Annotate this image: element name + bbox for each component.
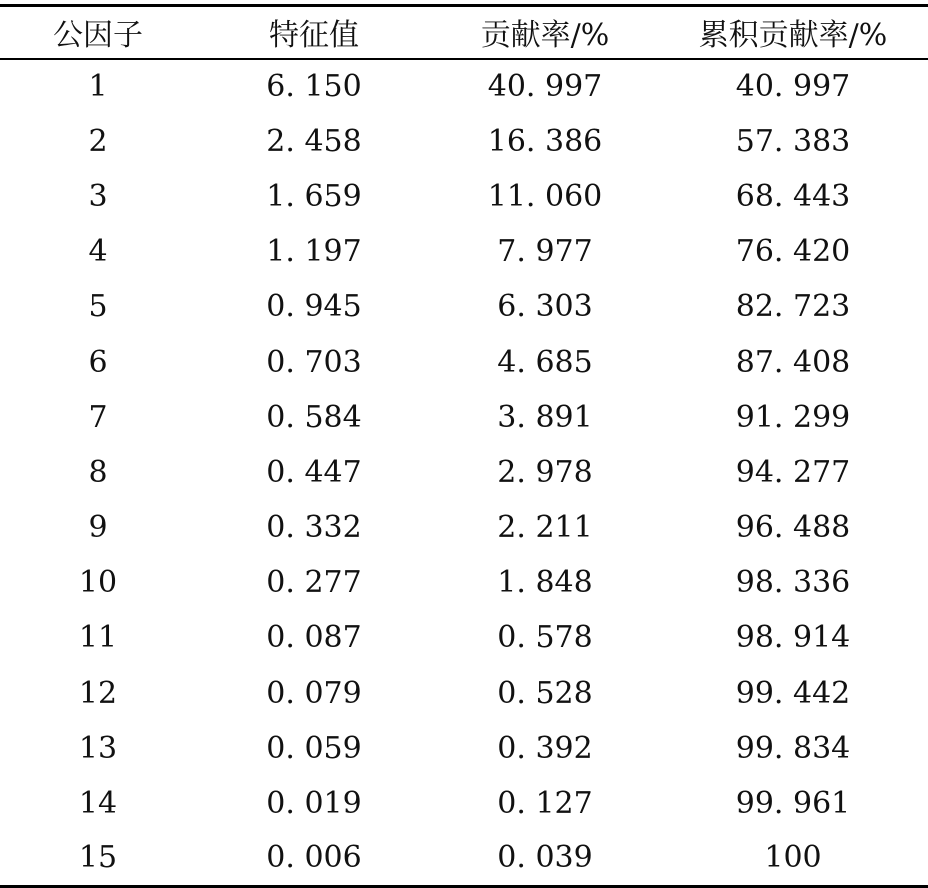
cell-factor: 15 xyxy=(0,831,196,886)
cell-contribution-rate: 3. 891 xyxy=(497,399,593,435)
table-row xyxy=(0,334,928,389)
table-row xyxy=(0,224,928,279)
cell-contribution-rate: 0. 039 xyxy=(432,831,658,886)
cell-cumulative-rate: 68. 443 xyxy=(735,178,851,214)
cell-factor: 8 xyxy=(88,454,108,490)
cell-eigenvalue: 0. 332 xyxy=(266,510,362,546)
table-header xyxy=(0,6,928,59)
cell-eigenvalue: 0. 019 xyxy=(266,786,362,822)
cell-cumulative-rate: 98. 914 xyxy=(735,620,851,656)
cell-cumulative-rate: 100 xyxy=(658,831,928,886)
header-factor: 公因子 xyxy=(0,6,196,59)
table-row xyxy=(0,169,928,224)
table-row xyxy=(0,500,928,555)
cell-contribution-rate: 0. 578 xyxy=(497,620,593,656)
table-row xyxy=(0,555,928,610)
cell-eigenvalue: 1. 197 xyxy=(266,234,362,270)
cell-factor: 12 xyxy=(78,675,118,711)
cell-eigenvalue: 0. 584 xyxy=(266,399,362,435)
cell-eigenvalue: 0. 079 xyxy=(266,675,362,711)
cell-cumulative-rate: 99. 442 xyxy=(735,675,851,711)
cell-contribution-rate: 0. 528 xyxy=(497,675,593,711)
cell-eigenvalue: 1. 659 xyxy=(266,178,362,214)
header-cumulative-rate: 累积贡献率/% xyxy=(658,6,928,59)
table-row xyxy=(0,279,928,334)
cell-eigenvalue: 0. 059 xyxy=(266,730,362,766)
cell-factor: 9 xyxy=(88,510,108,546)
table-row xyxy=(0,610,928,665)
cell-contribution-rate: 2. 211 xyxy=(497,510,593,546)
table-row xyxy=(0,721,928,776)
cell-factor: 3 xyxy=(88,178,108,214)
cell-eigenvalue: 0. 447 xyxy=(266,454,362,490)
cell-cumulative-rate: 99. 961 xyxy=(735,786,851,822)
cell-eigenvalue: 2. 458 xyxy=(266,123,362,159)
table-row xyxy=(0,114,928,169)
cell-cumulative-rate: 94. 277 xyxy=(735,454,851,490)
cell-contribution-rate: 0. 392 xyxy=(497,730,593,766)
cell-contribution-rate: 16. 386 xyxy=(487,123,603,159)
table-row xyxy=(0,390,928,445)
cell-contribution-rate: 2. 978 xyxy=(497,454,593,490)
cell-contribution-rate: 4. 685 xyxy=(497,344,593,380)
factor-variance-table xyxy=(0,4,928,888)
table-row xyxy=(0,445,928,500)
cell-cumulative-rate: 57. 383 xyxy=(735,123,851,159)
cell-cumulative-rate: 82. 723 xyxy=(735,289,851,325)
table-row xyxy=(0,59,928,114)
table-row xyxy=(0,666,928,721)
cell-contribution-rate: 1. 848 xyxy=(497,565,593,601)
cell-eigenvalue: 0. 006 xyxy=(196,831,432,886)
cell-factor: 2 xyxy=(88,123,108,159)
cell-factor: 13 xyxy=(78,730,118,766)
cell-cumulative-rate: 96. 488 xyxy=(735,510,851,546)
cell-factor: 14 xyxy=(78,786,118,822)
cell-cumulative-rate: 40. 997 xyxy=(735,69,851,105)
cell-factor: 5 xyxy=(88,289,108,325)
cell-eigenvalue: 0. 945 xyxy=(266,289,362,325)
cell-eigenvalue: 6. 150 xyxy=(266,69,362,105)
cell-cumulative-rate: 91. 299 xyxy=(735,399,851,435)
cell-contribution-rate: 0. 127 xyxy=(497,786,593,822)
cell-eigenvalue: 0. 703 xyxy=(266,344,362,380)
cell-cumulative-rate: 98. 336 xyxy=(735,565,851,601)
cell-contribution-rate: 6. 303 xyxy=(497,289,593,325)
cell-cumulative-rate: 99. 834 xyxy=(735,730,851,766)
cell-contribution-rate: 7. 977 xyxy=(497,234,593,270)
factor-table-container xyxy=(0,4,928,888)
cell-factor: 7 xyxy=(88,399,108,435)
cell-cumulative-rate: 87. 408 xyxy=(735,344,851,380)
cell-factor: 6 xyxy=(88,344,108,380)
cell-eigenvalue: 0. 277 xyxy=(266,565,362,601)
cell-cumulative-rate: 76. 420 xyxy=(735,234,851,270)
header-row xyxy=(0,6,928,59)
cell-factor: 10 xyxy=(78,565,118,601)
cell-factor: 4 xyxy=(88,234,108,270)
table-row xyxy=(0,831,928,886)
header-eigenvalue: 特征值 xyxy=(196,6,432,59)
cell-factor: 1 xyxy=(88,69,108,105)
cell-eigenvalue: 0. 087 xyxy=(266,620,362,656)
table-row xyxy=(0,776,928,831)
cell-contribution-rate: 40. 997 xyxy=(487,69,603,105)
header-contribution-rate: 贡献率/% xyxy=(432,6,658,59)
cell-contribution-rate: 11. 060 xyxy=(487,178,603,214)
table-body xyxy=(0,59,928,887)
cell-factor: 11 xyxy=(78,620,118,656)
